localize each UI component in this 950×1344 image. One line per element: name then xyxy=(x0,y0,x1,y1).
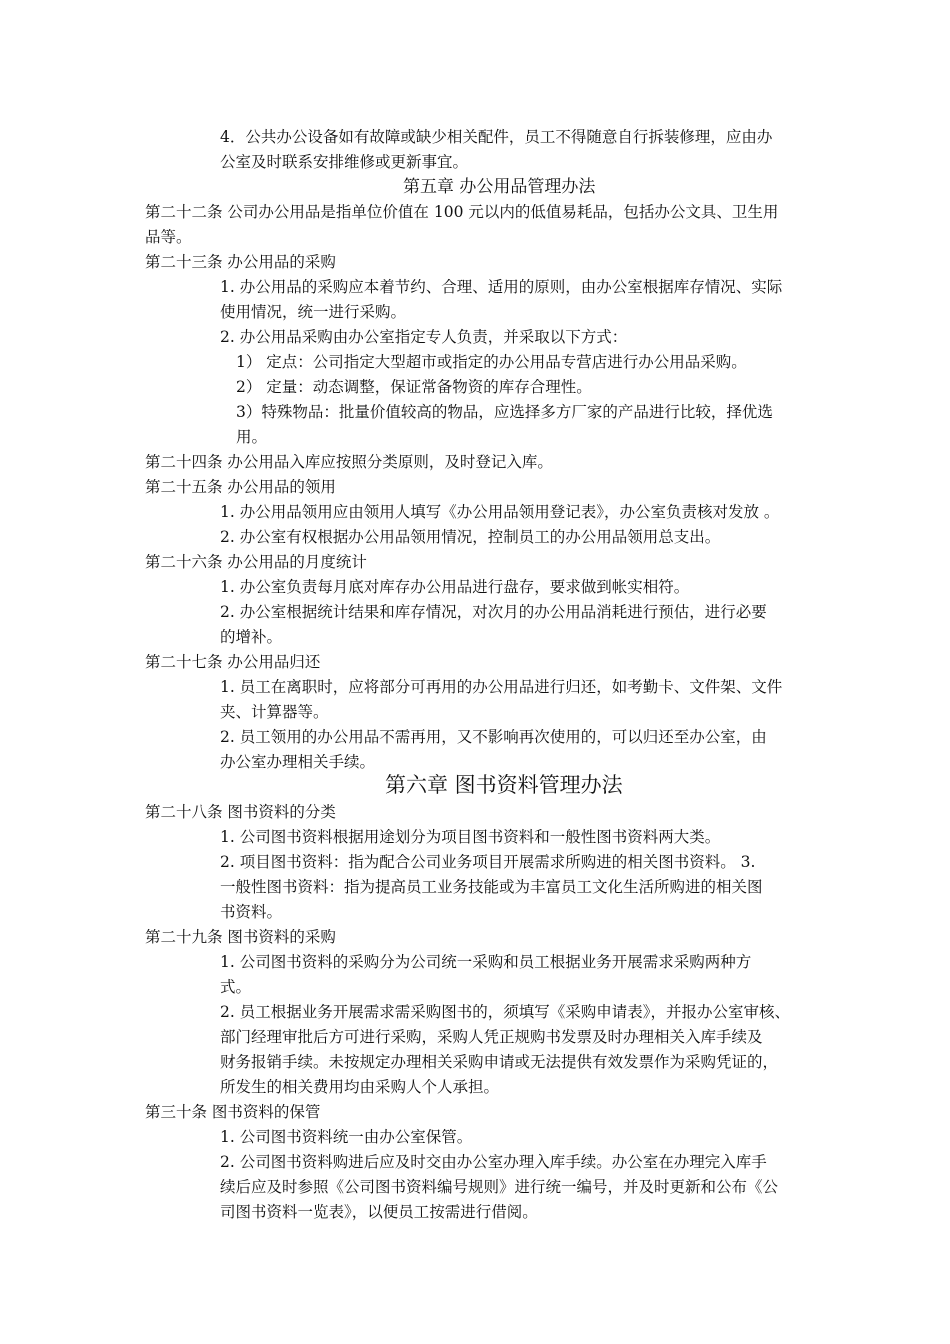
text-line: 一般性图书资料：指为提高员工业务技能或为丰富员工文化生活所购进的相关图 xyxy=(220,878,763,896)
text-line: 夹、计算器等。 xyxy=(220,703,329,721)
text-line: 财务报销手续。未按规定办理相关采购申请或无法提供有效发票作为采购凭证的， xyxy=(220,1053,779,1071)
text-line: 品等。 xyxy=(145,228,192,246)
article-30: 第三十条 图书资料的保管 xyxy=(145,1103,321,1121)
text-line: 书资料。 xyxy=(220,903,283,921)
text-line: 1. 办公用品的采购应本着节约、合理、适用的原则，由办公室根据库存情况、实际 xyxy=(220,278,783,296)
text-line: 续后应及时参照《公司图书资料编号规则》进行统一编号，并及时更新和公布《公 xyxy=(220,1178,779,1196)
article-23: 第二十三条 办公用品的采购 xyxy=(145,253,336,271)
text-line: 2. 办公用品采购由办公室指定专人负责，并采取以下方式： xyxy=(220,328,628,346)
article-22: 第二十二条 公司办公用品是指单位价值在 100 元以内的低值易耗品，包括办公文具、卫生用 xyxy=(145,203,779,221)
text-line: 的增补。 xyxy=(220,628,283,646)
text-line: 4．公共办公设备如有故障或缺少相关配件，员工不得随意自行拆装修理，应由办 xyxy=(220,128,773,146)
text-line: 1. 公司图书资料统一由办公室保管。 xyxy=(220,1128,473,1146)
text-line: 2. 办公室根据统计结果和库存情况，对次月的办公用品消耗进行预估，进行必要 xyxy=(220,603,767,621)
chapter-6-heading: 第六章 图书资料管理办法 xyxy=(385,773,623,797)
text-line: 1. 公司图书资料的采购分为公司统一采购和员工根据业务开展需求采购两种方 xyxy=(220,953,752,971)
article-29: 第二十九条 图书资料的采购 xyxy=(145,928,336,946)
text-line: 所发生的相关费用均由采购人个人承担。 xyxy=(220,1078,500,1096)
text-line: 1. 办公用品领用应由领用人填写《办公用品领用登记表》，办公室负责核对发放 。 xyxy=(220,503,780,521)
chapter-5-heading: 第五章 办公用品管理办法 xyxy=(403,177,596,197)
article-25: 第二十五条 办公用品的领用 xyxy=(145,478,336,496)
text-line: 2. 办公室有权根据办公用品领用情况，控制员工的办公用品领用总支出。 xyxy=(220,528,721,546)
text-line: 2. 公司图书资料购进后应及时交由办公室办理入库手续。办公室在办理完入库手 xyxy=(220,1153,767,1171)
text-line: 2. 员工领用的办公用品不需再用，又不影响再次使用的，可以归还至办公室，由 xyxy=(220,728,767,746)
text-line: 办公室办理相关手续。 xyxy=(220,753,376,771)
article-24: 第二十四条 办公用品入库应按照分类原则，及时登记入库。 xyxy=(145,453,553,471)
article-27: 第二十七条 办公用品归还 xyxy=(145,653,321,671)
article-26: 第二十六条 办公用品的月度统计 xyxy=(145,553,367,571)
article-28: 第二十八条 图书资料的分类 xyxy=(145,803,336,821)
text-line: 公室及时联系安排维修或更新事宜。 xyxy=(220,153,469,171)
text-line: 1. 办公室负责每月底对库存办公用品进行盘存，要求做到帐实相符。 xyxy=(220,578,690,596)
text-line: 用。 xyxy=(236,428,268,446)
text-line: 1） 定点：公司指定大型超市或指定的办公用品专营店进行办公用品采购。 xyxy=(236,353,747,371)
text-line: 2. 项目图书资料：指为配合公司业务项目开展需求所购进的相关图书资料。 3. xyxy=(220,853,756,871)
text-line: 使用情况，统一进行采购。 xyxy=(220,303,407,321)
text-line: 司图书资料一览表》，以便员工按需进行借阅。 xyxy=(220,1203,538,1221)
text-line: 2） 定量：动态调整，保证常备物资的库存合理性。 xyxy=(236,378,592,396)
text-line: 1. 员工在离职时，应将部分可再用的办公用品进行归还，如考勤卡、文件架、文件 xyxy=(220,678,783,696)
text-line: 3）特殊物品：批量价值较高的物品，应选择多方厂家的产品进行比较，择优选 xyxy=(236,403,773,421)
text-line: 式。 xyxy=(220,978,252,996)
text-line: 1. 公司图书资料根据用途划分为项目图书资料和一般性图书资料两大类。 xyxy=(220,828,721,846)
text-line: 2. 员工根据业务开展需求需采购图书的，须填写《采购申请表》，并报办公室审核、 xyxy=(220,1003,790,1021)
text-line: 部门经理审批后方可进行采购，采购人凭正规购书发票及时办理相关入库手续及 xyxy=(220,1028,763,1046)
